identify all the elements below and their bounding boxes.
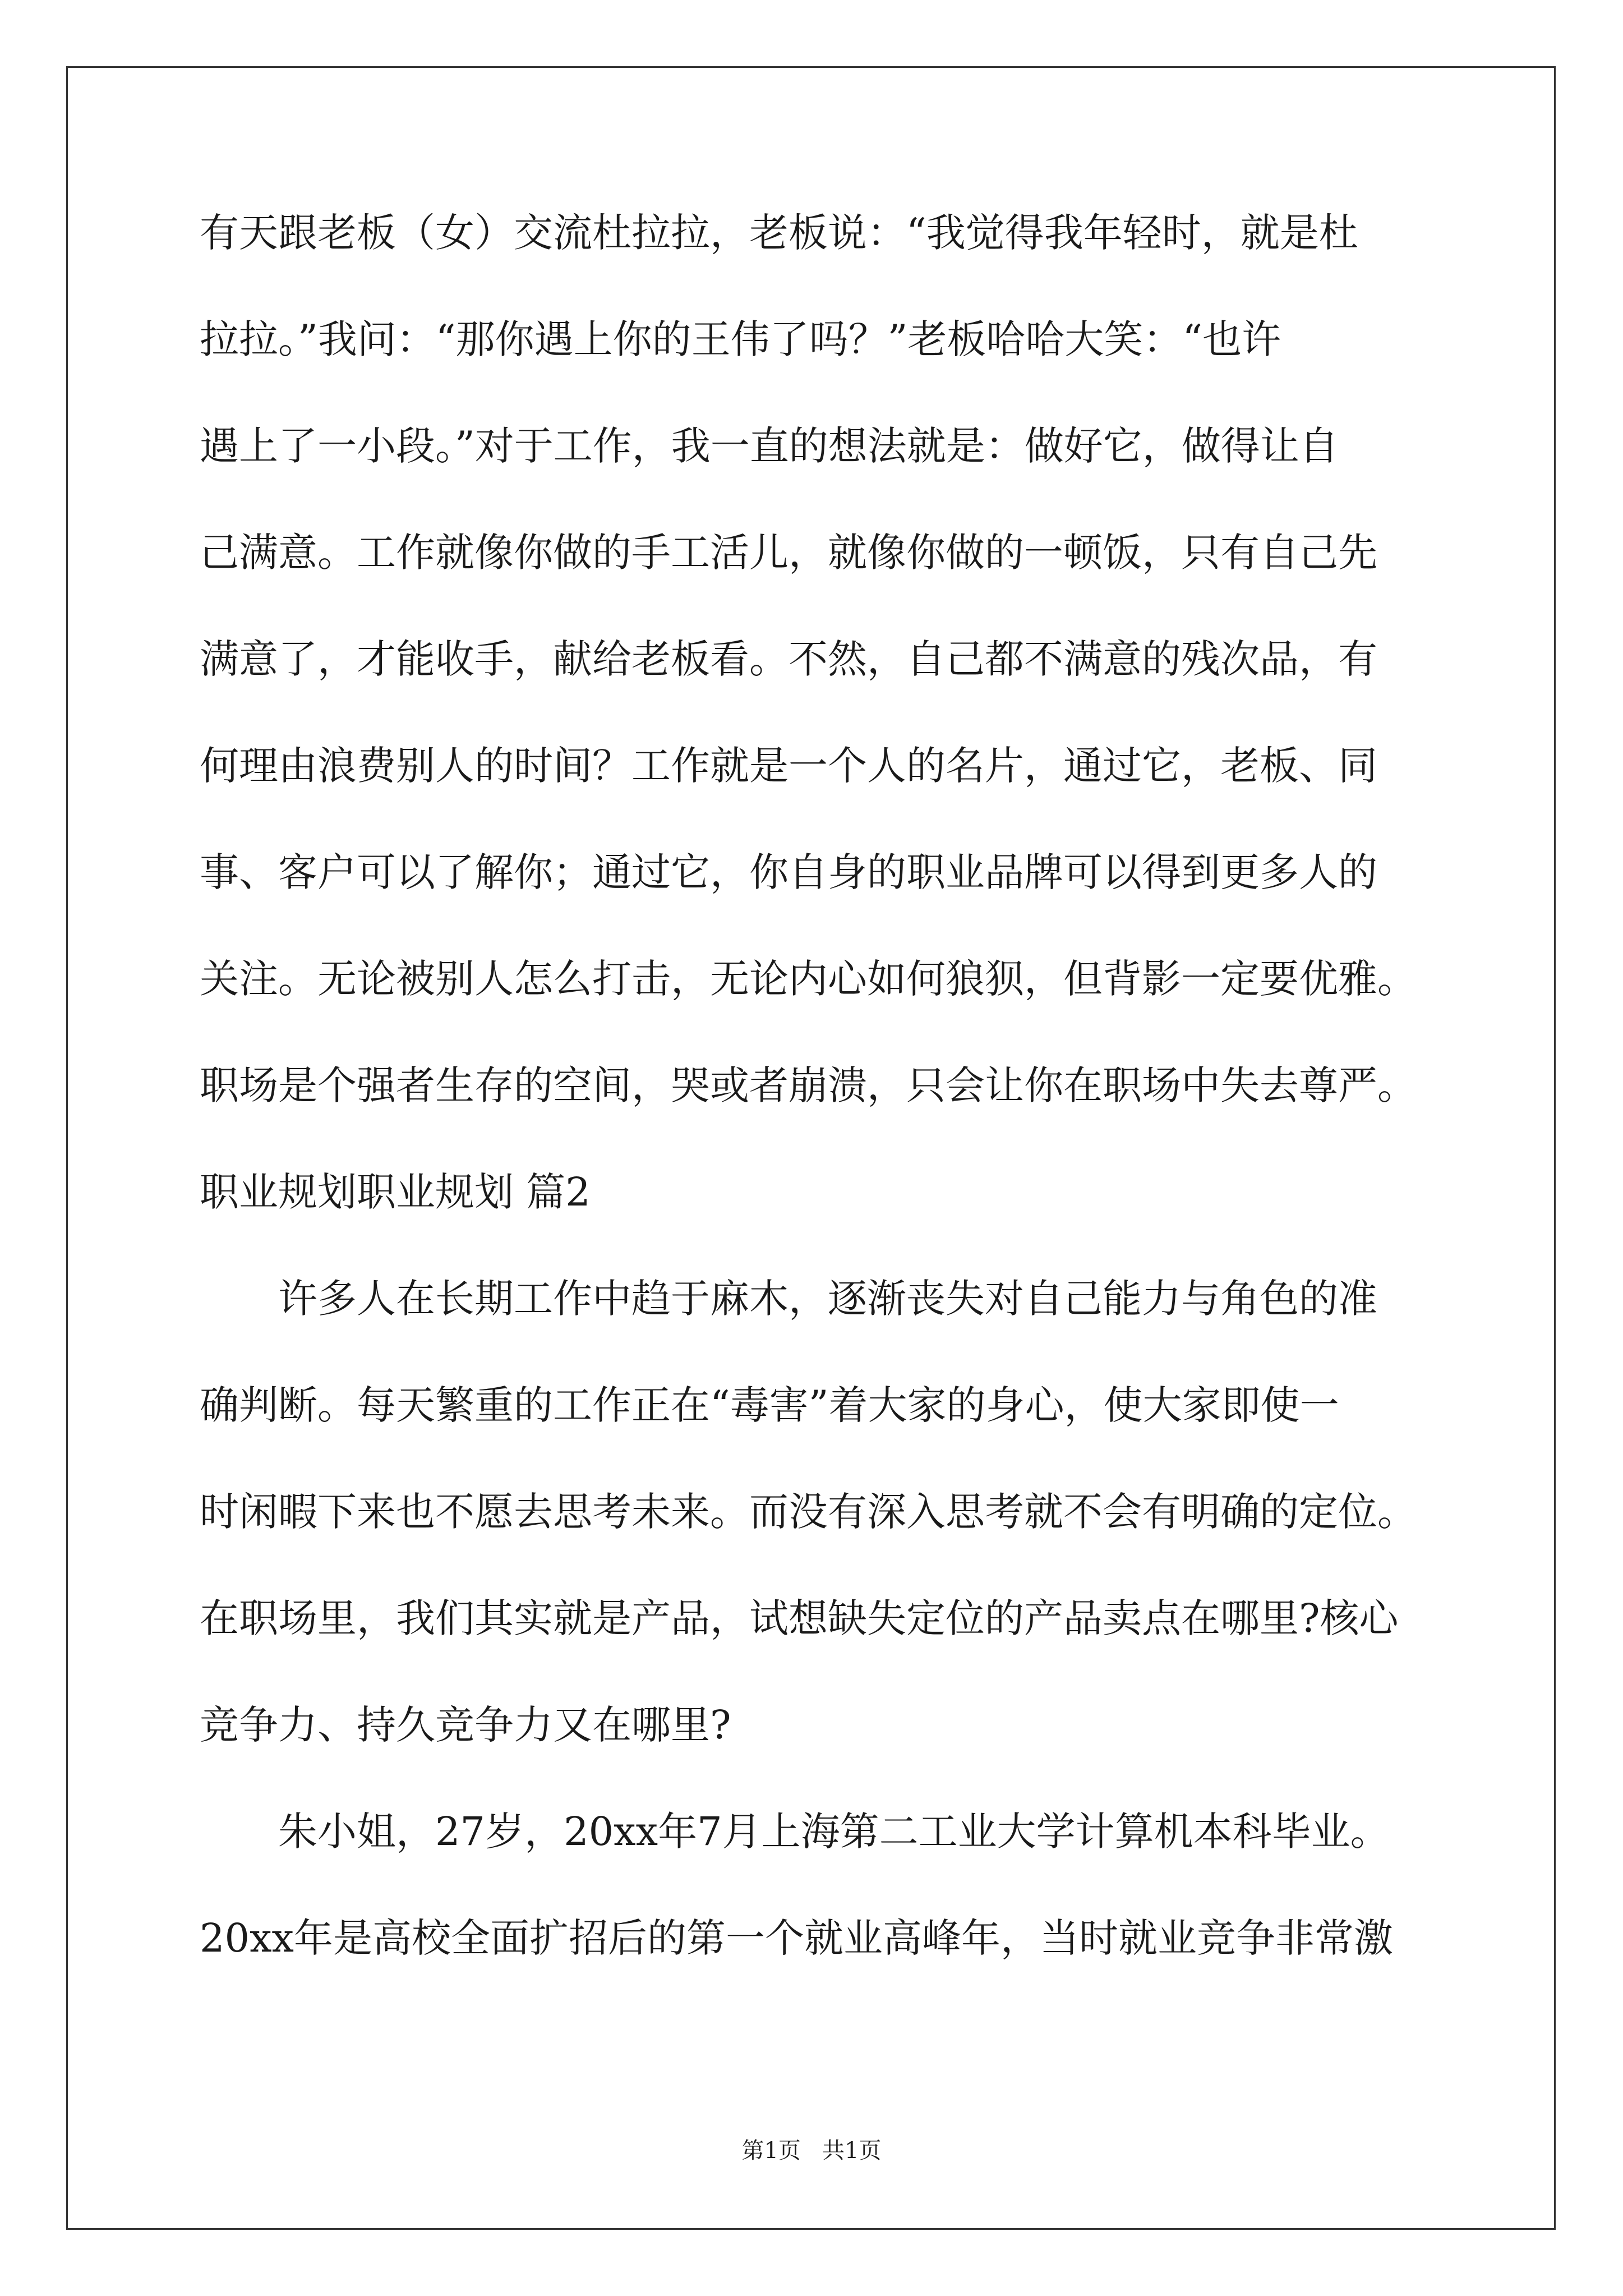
document-body	[200, 210, 1428, 2025]
text-line: 关注。无论被别人怎么打击，无论内心如何狼狈，但背影一定要优雅。	[200, 956, 1417, 1002]
text-line: 遇上了一小段。”对于工作，我一直的想法就是：做好它，做得让自	[200, 423, 1339, 469]
section-heading: 职业规划职业规划 篇2	[200, 1169, 591, 1215]
text-line: 满意了，才能收手，献给老板看。不然，自己都不满意的残次品，有	[200, 636, 1377, 682]
text-line: 确判断。每天繁重的工作正在“毒害”着大家的身心，使大家即使一	[200, 1382, 1339, 1428]
text-line: 职场是个强者生存的空间，哭或者崩溃，只会让你在职场中失去尊严。	[200, 1062, 1417, 1108]
text-line: 事、客户可以了解你；通过它，你自身的职业品牌可以得到更多人的	[200, 849, 1377, 895]
text-line: 朱小姐，27岁，20xx年7月上海第二工业大学计算机本科毕业。	[200, 1809, 1390, 1855]
text-line: 己满意。工作就像你做的手工活儿，就像你做的一顿饭，只有自己先	[200, 530, 1377, 576]
text-line: 拉拉。”我问：“那你遇上你的王伟了吗？”老板哈哈大笑：“也许	[200, 316, 1281, 362]
text-line: 有天跟老板（女）交流杜拉拉，老板说：“我觉得我年轻时，就是杜	[200, 210, 1358, 256]
text-line: 竞争力、持久竞争力又在哪里?	[200, 1702, 731, 1748]
text-line: 在职场里，我们其实就是产品，试想缺失定位的产品卖点在哪里?核心	[200, 1595, 1399, 1641]
text-line: 时闲暇下来也不愿去思考未来。而没有深入思考就不会有明确的定位。	[200, 1489, 1417, 1535]
text-line: 许多人在长期工作中趋于麻木，逐渐丧失对自己能力与角色的准	[200, 1276, 1377, 1322]
page-footer: 第1页 共1页	[741, 2138, 882, 2164]
text-line: 20xx年是高校全面扩招后的第一个就业高峰年，当时就业竞争非常激	[200, 1915, 1394, 1961]
text-line: 何理由浪费别人的时间？工作就是一个人的名片，通过它，老板、同	[200, 743, 1377, 789]
